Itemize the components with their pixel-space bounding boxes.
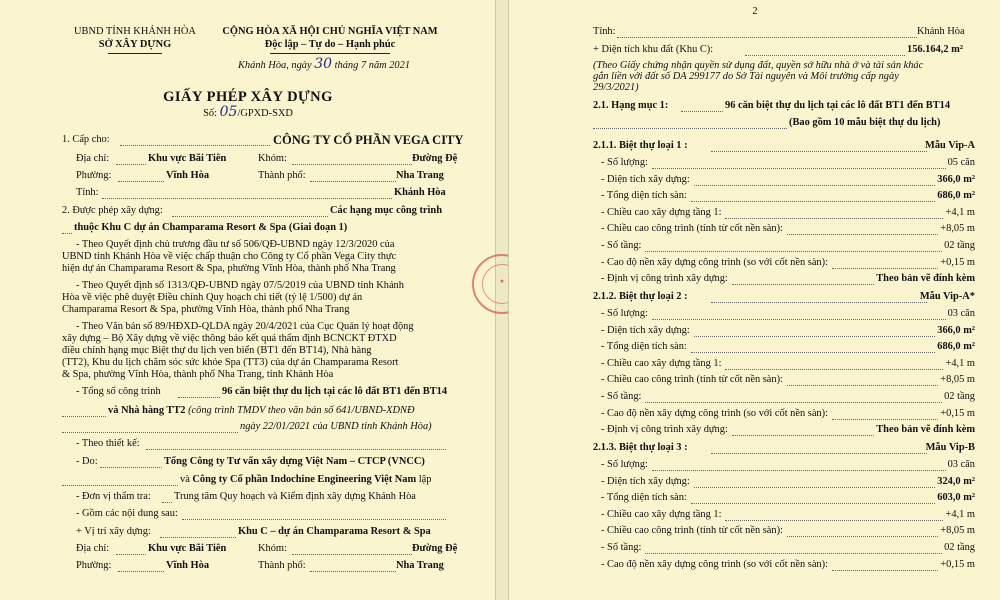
spec-value: 05 căn (947, 157, 975, 168)
nation-line-1: CỘNG HÒA XÃ HỘI CHỦ NGHĨA VIỆT NAM (222, 26, 438, 37)
address-label: Địa chỉ: (76, 153, 110, 164)
certificate-line-2: gắn liền với đất số DA 299177 do Sở Tài nguyên và Môi trường cấp ngày (593, 71, 899, 82)
spec-label: - Tổng diện tích sàn: (601, 341, 687, 353)
design-label: - Theo thiết kế: (76, 438, 140, 449)
permit-page-2 (508, 0, 1000, 600)
agency-underline (108, 53, 162, 54)
spec-value: 686,0 m² (937, 341, 975, 353)
total-works-label: - Tổng số công trình (76, 386, 161, 397)
spec-value: +0,15 m (940, 558, 975, 570)
spec-value: 366,0 m² (937, 173, 975, 185)
spec-value: 02 tầng (944, 240, 975, 251)
villa-model: Mẫu Vip-A* (919, 291, 975, 302)
spec-label: - Diện tích xây dựng: (601, 324, 690, 336)
ward-value: Vĩnh Hòa (166, 170, 210, 181)
spec-value: +4,1 m (945, 508, 975, 520)
total-works-value: 96 căn biệt thự du lịch tại các lô đất BT1 đến BT14 (222, 386, 448, 397)
province-label: Tỉnh: (76, 187, 99, 198)
spec-value: +4,1 m (945, 206, 975, 218)
city-2-value: Nha Trang (396, 560, 444, 571)
spec-label: - Chiều cao xây dựng tầng 1: (601, 206, 722, 218)
street-2-label: Đường Đệ (412, 543, 458, 554)
permitted-label: 2. Được phép xây dựng: (62, 205, 163, 216)
spec-label: - Số tầng: (601, 240, 642, 251)
spec-value: +8,05 m (940, 223, 975, 235)
includes-label: - Gồm các nội dung sau: (76, 508, 178, 519)
decision-506-line-1: - Theo Quyết định chủ trương đầu tư số 506/QĐ-UBND ngày 12/3/2020 của (76, 239, 395, 250)
spec-value: 03 căn (947, 459, 975, 470)
spec-label: - Chiều cao công trình (tính từ cốt nền sàn): (601, 525, 783, 537)
spec-label: - Định vị công trình xây dựng: (601, 273, 728, 285)
land-area-label: + Diện tích khu đất (Khu C): (593, 44, 714, 55)
villa-type-heading: 2.1.2. Biệt thự loại 2 : (593, 291, 688, 302)
spec-label: - Số lượng: (601, 308, 648, 319)
document-89-line-4: (TT2), Khu du lịch chăm sóc sức khỏe Spa (TT3) của dự án Champarama Resort (62, 357, 399, 368)
spec-value: 03 căn (947, 308, 975, 319)
spec-label: - Số lượng: (601, 157, 648, 168)
spec-label: - Số tầng: (601, 391, 642, 402)
spec-value: 02 tầng (944, 391, 975, 402)
spec-value: 02 tầng (944, 542, 975, 553)
item-1-label: 2.1. Hạng mục 1: (593, 100, 669, 111)
spec-value: +8,05 m (940, 525, 975, 537)
villa-type-heading: 2.1.3. Biệt thự loại 3 : (593, 442, 688, 453)
agency-line-1: UBND TỈNH KHÁNH HÒA (74, 26, 196, 37)
spec-value: 603,0 m² (937, 492, 975, 504)
spec-value: +0,15 m (940, 256, 975, 268)
decision-1313-line-2: Hòa về việc phê duyệt Điều chỉnh Quy hoạch chi tiết (tỷ lệ 1/500) dự án (62, 292, 363, 303)
spec-value: +0,15 m (940, 407, 975, 419)
nation-line-2: Độc lập – Tự do – Hạnh phúc (264, 39, 396, 50)
issued-to-label: 1. Cấp cho: (62, 134, 110, 145)
spec-label: - Tổng diện tích sàn: (601, 190, 687, 202)
designer-line-2: và Công ty Cổ phần Indochine Engineering Việt Nam lập (180, 474, 432, 485)
document-89-line-5: & Spa, phường Vĩnh Hòa, thành phố Nha Trang, tỉnh Khánh Hòa (62, 369, 334, 380)
right-province-label: Tỉnh: (593, 26, 616, 37)
city-value: Nha Trang (396, 170, 444, 181)
spec-label: - Chiều cao xây dựng tầng 1: (601, 357, 722, 369)
spec-value: 324,0 m² (937, 475, 975, 487)
spec-label: - Cao độ nền xây dựng công trình (so với cốt nền sàn): (601, 407, 828, 419)
spec-label: - Số tầng: (601, 542, 642, 553)
province-value: Khánh Hòa (394, 187, 446, 198)
spec-value: +4,1 m (945, 357, 975, 369)
certificate-line-1: (Theo Giấy chứng nhận quyền sử dụng đất, quyền sở hữu nhà ở và tài sản khác (593, 60, 924, 71)
item-1-sub: (Bao gồm 10 mẫu biệt thự du lịch) (789, 117, 941, 128)
city-label: Thành phố: (258, 170, 306, 181)
issue-month: 7 (360, 60, 367, 71)
spec-value: +8,05 m (940, 374, 975, 386)
total-works-line-3: ngày 22/01/2021 của UBND tỉnh Khánh Hòa) (240, 421, 432, 432)
document-89-line-1: - Theo Văn bản số 89/HĐXD-QLDA ngày 20/4/2021 của Cục Quản lý hoạt động (76, 321, 414, 332)
ward-2-label: Phường: (76, 560, 112, 571)
land-area-value: 156.164,2 m² (907, 44, 963, 55)
spec-value: 366,0 m² (937, 324, 975, 336)
issue-date: Khánh Hòa, ngày 30 tháng 7 năm 2021 (238, 56, 411, 72)
decision-506-line-3: hiện dự án Champarama Resort & Spa, phường Vĩnh Hòa, thành phố Nha Trang (62, 263, 396, 274)
spec-label: - Diện tích xây dựng: (601, 173, 690, 185)
spec-label: - Diện tích xây dựng: (601, 475, 690, 487)
spec-label: - Chiều cao xây dựng tầng 1: (601, 508, 722, 520)
permit-title: GIẤY PHÉP XÂY DỰNG (163, 89, 333, 105)
location-value: Khu C – dự án Champarama Resort & Spa (238, 526, 431, 537)
official-seal-stamp: ★ (472, 254, 532, 314)
address-2-value: Khu vực Bãi Tiên (148, 543, 227, 554)
city-2-label: Thành phố: (258, 560, 306, 571)
page-number: 2 (752, 6, 758, 17)
spec-label: - Cao độ nền xây dựng công trình (so với cốt nền sàn): (601, 256, 828, 268)
appraisal-label: - Đơn vị thẩm tra: (76, 491, 151, 502)
designer-label: - Do: (76, 456, 98, 467)
decision-506-line-2: UBND tỉnh Khánh Hòa về việc chấp thuận cho Công ty Cổ phần Vega City thực (62, 251, 397, 262)
spec-value: Theo bản vẽ đính kèm (876, 424, 975, 436)
right-province-value: Khánh Hòa (917, 26, 965, 37)
total-works-line-2: và Nhà hàng TT2 (công trình TMDV theo văn bản số 641/UBND-XDNĐ (108, 405, 415, 416)
issue-day: 30 (314, 56, 333, 72)
designer-value-1: Tổng Công ty Tư vấn xây dựng Việt Nam – CTCP (VNCC) (164, 456, 425, 467)
permit-number: Số: 05/GPXD-SXD (203, 104, 293, 120)
agency-line-2: SỞ XÂY DỰNG (98, 39, 172, 50)
spec-label: - Định vị công trình xây dựng: (601, 424, 728, 436)
ward-2-value: Vĩnh Hòa (166, 560, 210, 571)
location-label: + Vị trí xây dựng: (76, 526, 151, 537)
villa-type-heading: 2.1.1. Biệt thự loại 1 : (593, 140, 688, 151)
hamlet-label: Khóm: (258, 153, 287, 164)
spec-value: 686,0 m² (937, 190, 975, 202)
address-value: Khu vực Bãi Tiên (148, 153, 227, 164)
certificate-line-3: 29/3/2021) (593, 82, 639, 93)
permitted-line-2: thuộc Khu C dự án Champarama Resort & Spa (Giai đoạn 1) (74, 222, 348, 233)
issued-to-value: CÔNG TY CỔ PHẦN VEGA CITY (273, 133, 464, 147)
document-89-line-3: điều chỉnh hạng mục Biệt thự du lịch ven biển (BT1 đến BT14), Nhà hàng (62, 345, 372, 356)
spec-label: - Tổng diện tích sàn: (601, 492, 687, 504)
decision-1313-line-1: - Theo Quyết định số 1313/QĐ-UBND ngày 07/5/2019 của UBND tỉnh Khánh (76, 280, 404, 291)
hamlet-2-label: Khóm: (258, 543, 287, 554)
item-1-value: 96 căn biệt thự du lịch tại các lô đất BT1 đến BT14 (725, 100, 951, 111)
spec-label: - Chiều cao công trình (tính từ cốt nền sàn): (601, 374, 783, 386)
decision-1313-line-3: Champarama Resort & Spa, phường Vĩnh Hòa, thành phố Nha Trang (62, 304, 350, 315)
spec-label: - Chiều cao công trình (tính từ cốt nền sàn): (601, 223, 783, 235)
nation-underline (270, 53, 390, 54)
villa-model: Mẫu Vip-B (925, 442, 975, 453)
document-89-line-2: xây dựng – Bộ Xây dựng về việc thông báo kết quả thẩm định BCNCKT ĐTXD (62, 333, 397, 344)
spec-label: - Số lượng: (601, 459, 648, 470)
spec-label: - Cao độ nền xây dựng công trình (so với cốt nền sàn): (601, 558, 828, 570)
address-2-label: Địa chỉ: (76, 543, 110, 554)
street-label: Đường Đệ (412, 153, 458, 164)
spec-value: Theo bản vẽ đính kèm (876, 273, 975, 285)
villa-model: Mẫu Vip-A (925, 140, 975, 151)
permit-page-1 (0, 0, 496, 600)
permitted-value: Các hạng mục công trình (330, 205, 442, 216)
appraisal-value: Trung tâm Quy hoạch và Kiểm định xây dựng Khánh Hòa (174, 491, 416, 502)
ward-label: Phường: (76, 170, 112, 181)
